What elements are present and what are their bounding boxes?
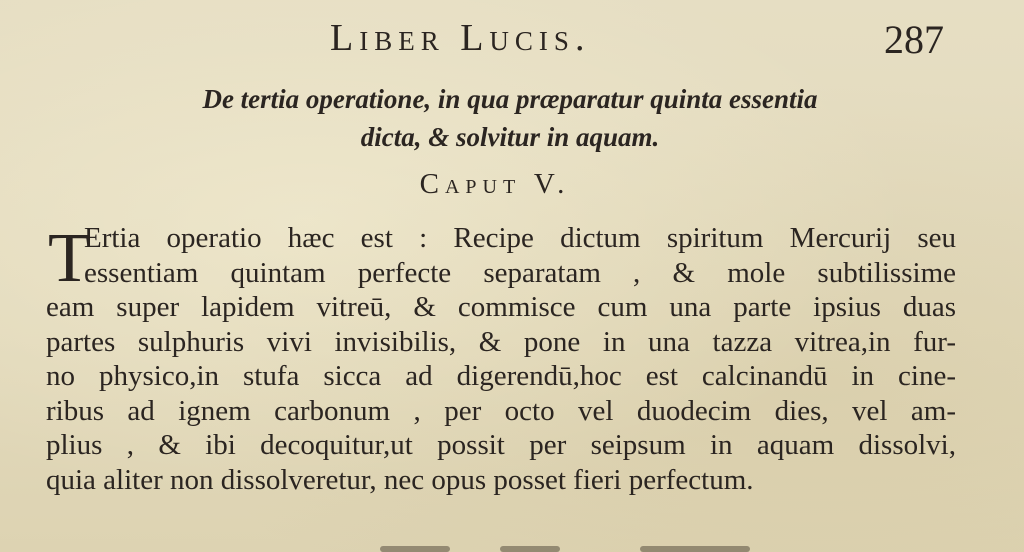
ink-fragment xyxy=(380,546,450,552)
ink-fragment xyxy=(500,546,560,552)
page-number: 287 xyxy=(884,17,944,62)
section-heading xyxy=(60,80,960,156)
body-paragraph xyxy=(46,221,956,497)
text-line: eam super lapidem vitreū, & commisce cum una parte ipsius duas xyxy=(46,291,956,323)
text-line: no physico,in stufa sicca ad digerendū,hoc est calcinandū in cine- xyxy=(46,360,956,392)
section-heading-line-2: dicta, & solvitur in aquam. xyxy=(360,122,660,152)
running-title: Liber Lucis. xyxy=(330,17,591,59)
text-line: ribus ad ignem carbonum , per octo vel duodecim dies, vel am- xyxy=(46,394,956,427)
text-line: Ertia operatio hæc est : Recipe dictum spiritum Mercurij seu xyxy=(84,222,956,254)
running-head xyxy=(0,14,1024,64)
text-line: essentiam quintam perfecte separatam , & mole subtilissime xyxy=(84,256,956,289)
drop-cap: T xyxy=(48,220,91,297)
section-heading-line-1: De tertia operatione, in qua præparatur quinta essentia xyxy=(202,84,818,114)
ink-fragment xyxy=(640,546,750,552)
text-line: partes sulphuris vivi invisibilis, & pone in una tazza vitrea,in fur- xyxy=(46,325,956,358)
text-line: quia aliter non dissolveretur, nec opus posset fieri perfectum. xyxy=(46,463,754,496)
text-line: plius , & ibi decoquitur,ut possit per seipsum in aquam dissolvi, xyxy=(46,429,956,461)
chapter-title: Caput V. xyxy=(419,168,571,200)
cut-off-next-line xyxy=(0,538,1024,552)
